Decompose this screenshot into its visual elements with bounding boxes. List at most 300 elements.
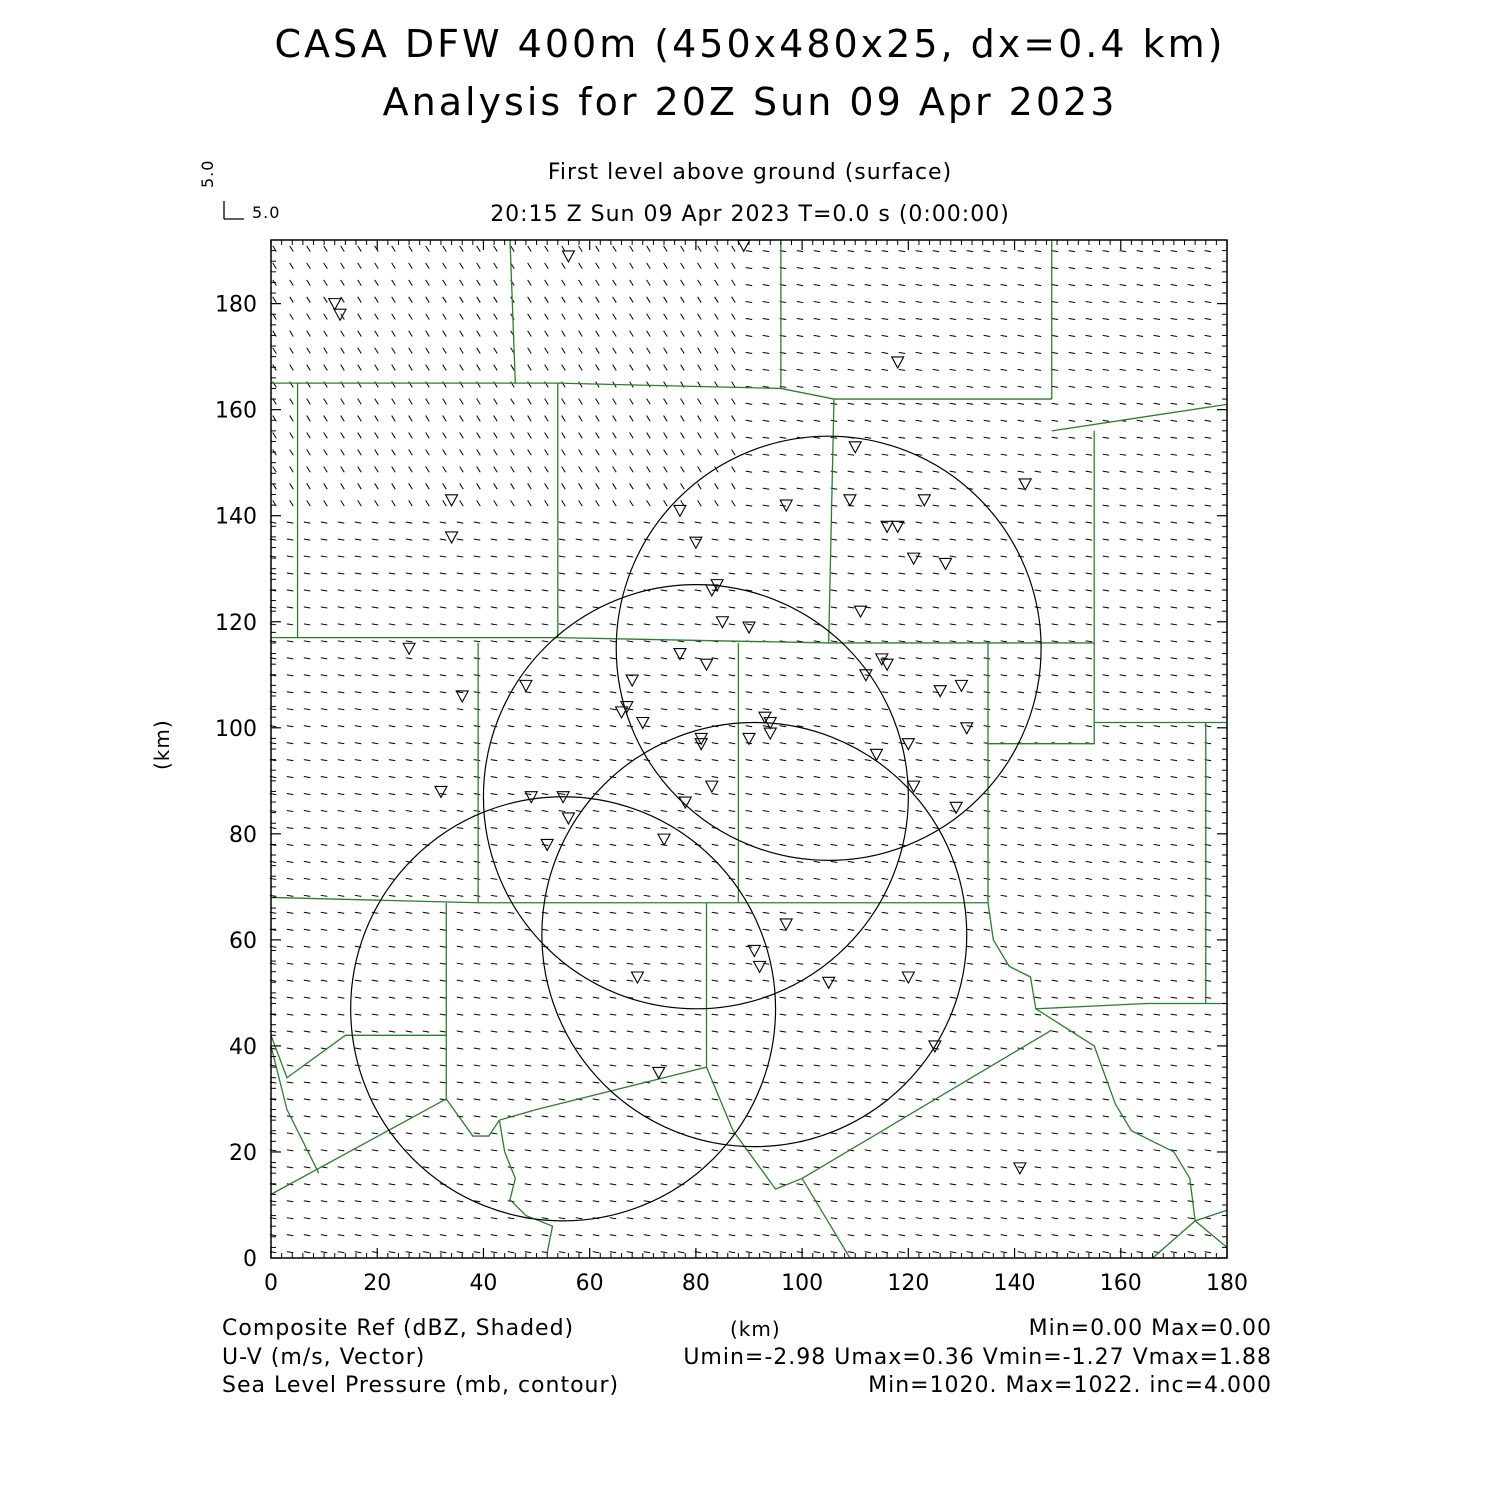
- wind-vector: [933, 437, 939, 438]
- wind-vector: [610, 590, 616, 591]
- wind-vector: [1069, 590, 1075, 591]
- wind-vector: [409, 382, 413, 388]
- wind-vector: [967, 675, 973, 676]
- wind-vector: [865, 844, 871, 845]
- wind-vector: [321, 573, 327, 574]
- wind-vector: [392, 348, 396, 354]
- wind-vector: [389, 1167, 395, 1168]
- wind-vector: [797, 1184, 803, 1185]
- wind-vector: [746, 1065, 752, 1066]
- wind-vector: [1035, 420, 1041, 421]
- wind-vector: [1103, 827, 1109, 828]
- wind-vector: [1069, 522, 1075, 523]
- wind-vector: [457, 556, 463, 557]
- wind-vector: [1154, 607, 1160, 608]
- wind-vector: [780, 675, 786, 676]
- wind-vector: [474, 1252, 480, 1253]
- wind-vector: [1137, 844, 1143, 845]
- wind-vector: [661, 861, 667, 862]
- wind-vector: [477, 297, 481, 303]
- wind-vector: [1086, 352, 1092, 353]
- wind-vector: [1035, 590, 1041, 591]
- wind-vector: [1205, 709, 1211, 710]
- wind-vector: [440, 675, 446, 676]
- wind-vector: [627, 590, 633, 591]
- wind-vector: [746, 1133, 752, 1134]
- wind-vector: [1188, 794, 1194, 795]
- wind-vector: [1120, 539, 1126, 540]
- wind-vector: [865, 1116, 871, 1117]
- wind-vector: [984, 1048, 990, 1049]
- wind-vector: [763, 844, 769, 845]
- wind-vector: [593, 946, 599, 947]
- wind-vector: [440, 658, 446, 659]
- wind-vector: [372, 912, 378, 913]
- wind-vector: [664, 365, 668, 371]
- wind-vector: [746, 522, 752, 523]
- wind-vector: [1154, 268, 1160, 269]
- wind-vector: [1103, 794, 1109, 795]
- wind-vector: [882, 539, 888, 540]
- wind-vector: [338, 590, 344, 591]
- wind-vector: [1035, 1184, 1041, 1185]
- wind-vector: [865, 658, 871, 659]
- wind-vector: [1001, 420, 1007, 421]
- wind-vector: [477, 399, 481, 405]
- wind-vector: [525, 590, 531, 591]
- wind-vector: [528, 348, 532, 354]
- wind-vector: [1018, 607, 1024, 608]
- wind-vector: [545, 263, 549, 269]
- wind-vector: [1154, 827, 1160, 828]
- wind-vector: [1001, 454, 1007, 455]
- wind-vector: [630, 483, 634, 489]
- wind-vector: [389, 760, 395, 761]
- wind-vector: [950, 1252, 956, 1253]
- wind-vector: [1035, 607, 1041, 608]
- wind-vector: [324, 297, 328, 303]
- wind-vector: [644, 946, 650, 947]
- wind-vector: [1001, 505, 1007, 506]
- wind-vector: [831, 946, 837, 947]
- wind-vector: [1001, 1048, 1007, 1049]
- wind-vector: [426, 382, 430, 388]
- wind-vector: [375, 466, 379, 472]
- wind-vector: [1103, 505, 1109, 506]
- wind-vector: [729, 522, 735, 523]
- wind-vector: [579, 483, 583, 489]
- wind-vector: [426, 399, 430, 405]
- wind-vector: [933, 522, 939, 523]
- wind-vector: [698, 399, 702, 405]
- wind-vector: [644, 522, 650, 523]
- wind-vector: [630, 399, 634, 405]
- wind-vector: [423, 1235, 429, 1236]
- wind-vector: [440, 522, 446, 523]
- wind-vector: [882, 352, 888, 353]
- wind-vector: [797, 675, 803, 676]
- wind-vector: [1120, 301, 1126, 302]
- wind-vector: [729, 658, 735, 659]
- wind-vector: [661, 878, 667, 879]
- wind-vector: [899, 420, 905, 421]
- wind-vector: [1137, 760, 1143, 761]
- wind-vector: [746, 726, 752, 727]
- wind-vector: [542, 726, 548, 727]
- wind-vector: [477, 483, 481, 489]
- wind-vector: [746, 1048, 752, 1049]
- wind-vector: [712, 675, 718, 676]
- wind-vector: [984, 573, 990, 574]
- wind-vector: [882, 1252, 888, 1253]
- wind-vector: [712, 946, 718, 947]
- wind-vector: [797, 369, 803, 370]
- wind-vector: [1188, 692, 1194, 693]
- wind-vector: [287, 1014, 293, 1015]
- wind-vector: [576, 624, 582, 625]
- wind-vector: [1171, 386, 1177, 387]
- wind-vector: [579, 416, 583, 422]
- wind-vector: [916, 641, 922, 642]
- wind-vector: [593, 1065, 599, 1066]
- wind-vector: [1052, 692, 1058, 693]
- wind-vector: [1018, 878, 1024, 879]
- wind-vector: [1103, 1099, 1109, 1100]
- wind-vector: [1137, 386, 1143, 387]
- wind-vector: [848, 963, 854, 964]
- wind-vector: [1103, 844, 1109, 845]
- level-label: First level above ground (surface): [547, 160, 953, 185]
- wind-vector: [644, 1099, 650, 1100]
- wind-vector: [916, 1252, 922, 1253]
- wind-vector: [338, 912, 344, 913]
- wind-vector: [1052, 590, 1058, 591]
- wind-vector: [1086, 997, 1092, 998]
- wind-vector: [950, 1116, 956, 1117]
- wind-vector: [814, 1252, 820, 1253]
- wind-vector: [780, 794, 786, 795]
- wind-vector: [474, 946, 480, 947]
- wind-vector: [899, 1116, 905, 1117]
- wind-vector: [440, 810, 446, 811]
- wind-vector: [559, 997, 565, 998]
- wind-vector: [933, 454, 939, 455]
- wind-vector: [882, 471, 888, 472]
- wind-vector: [882, 301, 888, 302]
- wind-vector: [865, 777, 871, 778]
- wind-vector: [494, 280, 498, 286]
- wind-vector: [287, 692, 293, 693]
- wind-vector: [1137, 1048, 1143, 1049]
- wind-vector: [375, 297, 379, 303]
- wind-vector: [678, 675, 684, 676]
- wind-vector: [1035, 301, 1041, 302]
- wind-vector: [1205, 1133, 1211, 1134]
- wind-vector: [882, 1048, 888, 1049]
- wind-vector: [1120, 743, 1126, 744]
- wind-vector: [579, 450, 583, 456]
- wind-vector: [596, 500, 600, 506]
- wind-vector: [763, 369, 769, 370]
- wind-vector: [882, 454, 888, 455]
- wind-vector: [746, 912, 752, 913]
- wind-vector: [491, 980, 497, 981]
- x-tick-label: 120: [887, 1271, 930, 1296]
- wind-vector: [1137, 1218, 1143, 1219]
- wind-vector: [950, 285, 956, 286]
- wind-vector: [525, 827, 531, 828]
- wind-vector: [1120, 878, 1126, 879]
- wind-vector: [899, 675, 905, 676]
- wind-vector: [1069, 709, 1075, 710]
- wind-vector: [1018, 251, 1024, 252]
- wind-vector: [712, 624, 718, 625]
- wind-vector: [1171, 760, 1177, 761]
- wind-vector: [1035, 403, 1041, 404]
- wind-vector: [1086, 929, 1092, 930]
- wind-vector: [610, 1082, 616, 1083]
- reference-vector-u-label: 5.0: [252, 203, 281, 222]
- wind-vector: [1052, 251, 1058, 252]
- wind-vector: [1120, 454, 1126, 455]
- wind-vector: [763, 929, 769, 930]
- wind-vector: [865, 318, 871, 319]
- wind-vector: [494, 500, 498, 506]
- wind-vector: [899, 777, 905, 778]
- wind-vector: [797, 471, 803, 472]
- wind-vector: [290, 500, 294, 506]
- wind-vector: [321, 827, 327, 828]
- wind-vector: [392, 365, 396, 371]
- wind-vector: [848, 878, 854, 879]
- wind-vector: [307, 382, 311, 388]
- wind-vector: [729, 1065, 735, 1066]
- wind-vector: [1001, 1235, 1007, 1236]
- wind-vector: [729, 912, 735, 913]
- wind-vector: [474, 1031, 480, 1032]
- wind-vector: [780, 437, 786, 438]
- wind-vector: [729, 1014, 735, 1015]
- wind-vector: [1171, 810, 1177, 811]
- wind-vector: [661, 1235, 667, 1236]
- wind-vector: [1188, 726, 1194, 727]
- wind-vector: [967, 505, 973, 506]
- wind-vector: [1001, 1082, 1007, 1083]
- wind-vector: [984, 1167, 990, 1168]
- county-line: [271, 1046, 319, 1173]
- wind-vector: [729, 760, 735, 761]
- wind-vector: [1018, 1235, 1024, 1236]
- wind-vector: [797, 743, 803, 744]
- wind-vector: [627, 1150, 633, 1151]
- wind-vector: [780, 1014, 786, 1015]
- wind-vector: [899, 946, 905, 947]
- wind-vector: [389, 980, 395, 981]
- wind-vector: [1001, 1201, 1007, 1202]
- wind-vector: [423, 1252, 429, 1253]
- wind-vector: [899, 912, 905, 913]
- wind-vector: [746, 827, 752, 828]
- wind-vector: [1018, 403, 1024, 404]
- wind-vector: [406, 912, 412, 913]
- wind-vector: [780, 777, 786, 778]
- wind-vector: [967, 827, 973, 828]
- wind-vector: [661, 607, 667, 608]
- wind-vector: [984, 1031, 990, 1032]
- wind-vector: [440, 726, 446, 727]
- wind-vector: [1188, 268, 1194, 269]
- wind-vector: [1120, 997, 1126, 998]
- wind-vector: [406, 1031, 412, 1032]
- wind-vector: [457, 760, 463, 761]
- wind-vector: [1001, 1150, 1007, 1151]
- wind-vector: [729, 1082, 735, 1083]
- wind-vector: [1069, 878, 1075, 879]
- wind-vector: [681, 365, 685, 371]
- wind-vector: [491, 709, 497, 710]
- wind-vector: [304, 607, 310, 608]
- wind-vector: [406, 997, 412, 998]
- wind-vector: [984, 285, 990, 286]
- wind-vector: [1103, 1167, 1109, 1168]
- wind-vector: [525, 1167, 531, 1168]
- wind-vector: [576, 895, 582, 896]
- wind-vector: [967, 352, 973, 353]
- wind-vector: [746, 556, 752, 557]
- wind-vector: [1103, 1235, 1109, 1236]
- wind-vector: [477, 466, 481, 472]
- wind-vector: [1035, 1252, 1041, 1253]
- wind-vector: [950, 1031, 956, 1032]
- wind-vector: [494, 314, 498, 320]
- wind-vector: [508, 929, 514, 930]
- wind-vector: [763, 285, 769, 286]
- wind-vector: [525, 709, 531, 710]
- wind-vector: [746, 675, 752, 676]
- wind-vector: [1188, 1218, 1194, 1219]
- wind-vector: [780, 539, 786, 540]
- wind-vector: [814, 810, 820, 811]
- wind-vector: [1154, 794, 1160, 795]
- wind-vector: [630, 450, 634, 456]
- wind-vector: [933, 912, 939, 913]
- wind-vector: [1154, 369, 1160, 370]
- wind-vector: [1154, 760, 1160, 761]
- wind-vector: [865, 641, 871, 642]
- wind-vector: [375, 348, 379, 354]
- wind-vector: [950, 1099, 956, 1100]
- wind-vector: [542, 607, 548, 608]
- wind-vector: [729, 810, 735, 811]
- wind-vector: [899, 1252, 905, 1253]
- wind-vector: [1188, 1048, 1194, 1049]
- wind-vector: [324, 500, 328, 506]
- wind-vector: [763, 895, 769, 896]
- wind-vector: [528, 416, 532, 422]
- wind-vector: [1171, 556, 1177, 557]
- wind-vector: [950, 1201, 956, 1202]
- wind-vector: [477, 246, 481, 252]
- wind-vector: [916, 844, 922, 845]
- wind-vector: [797, 301, 803, 302]
- wind-vector: [848, 844, 854, 845]
- wind-vector: [661, 1014, 667, 1015]
- wind-vector: [508, 760, 514, 761]
- wind-vector: [372, 607, 378, 608]
- wind-vector: [729, 1031, 735, 1032]
- wind-vector: [307, 500, 311, 506]
- wind-vector: [372, 844, 378, 845]
- wind-vector: [321, 760, 327, 761]
- wind-vector: [440, 844, 446, 845]
- wind-vector: [610, 1014, 616, 1015]
- wind-vector: [644, 1218, 650, 1219]
- wind-vector: [355, 726, 361, 727]
- wind-vector: [644, 777, 650, 778]
- wind-vector: [304, 556, 310, 557]
- wind-vector: [865, 539, 871, 540]
- wind-vector: [916, 505, 922, 506]
- county-line: [499, 1120, 552, 1253]
- wind-vector: [1171, 1184, 1177, 1185]
- wind-vector: [1154, 1082, 1160, 1083]
- wind-vector: [1086, 810, 1092, 811]
- wind-vector: [1018, 997, 1024, 998]
- wind-vector: [814, 437, 820, 438]
- wind-vector: [287, 1133, 293, 1134]
- wind-vector: [559, 1252, 565, 1253]
- wind-vector: [950, 827, 956, 828]
- wind-vector: [324, 466, 328, 472]
- wind-vector: [511, 466, 515, 472]
- wind-vector: [304, 912, 310, 913]
- wind-vector: [1103, 1252, 1109, 1253]
- wind-vector: [729, 929, 735, 930]
- wind-vector: [916, 658, 922, 659]
- wind-vector: [967, 1201, 973, 1202]
- wind-vector: [440, 912, 446, 913]
- wind-vector: [593, 912, 599, 913]
- wind-vector: [729, 1116, 735, 1117]
- wind-vector: [389, 810, 395, 811]
- wind-vector: [290, 314, 294, 320]
- wind-vector: [525, 1065, 531, 1066]
- wind-vector: [967, 641, 973, 642]
- wind-vector: [732, 365, 736, 371]
- wind-vector: [542, 963, 548, 964]
- wind-vector: [321, 895, 327, 896]
- wind-vector: [678, 573, 684, 574]
- wind-vector: [1188, 1116, 1194, 1117]
- wind-vector: [763, 539, 769, 540]
- wind-vector: [899, 556, 905, 557]
- wind-vector: [627, 946, 633, 947]
- wind-vector: [525, 1235, 531, 1236]
- wind-vector: [984, 895, 990, 896]
- wind-vector: [763, 1133, 769, 1134]
- wind-vector: [1052, 1184, 1058, 1185]
- wind-vector: [1069, 641, 1075, 642]
- wind-vector: [1018, 1252, 1024, 1253]
- wind-vector: [610, 1133, 616, 1134]
- wind-vector: [355, 522, 361, 523]
- wind-vector: [712, 1252, 718, 1253]
- wind-vector: [933, 777, 939, 778]
- wind-vector: [797, 624, 803, 625]
- wind-vector: [358, 466, 362, 472]
- wind-vector: [1120, 403, 1126, 404]
- wind-vector: [882, 777, 888, 778]
